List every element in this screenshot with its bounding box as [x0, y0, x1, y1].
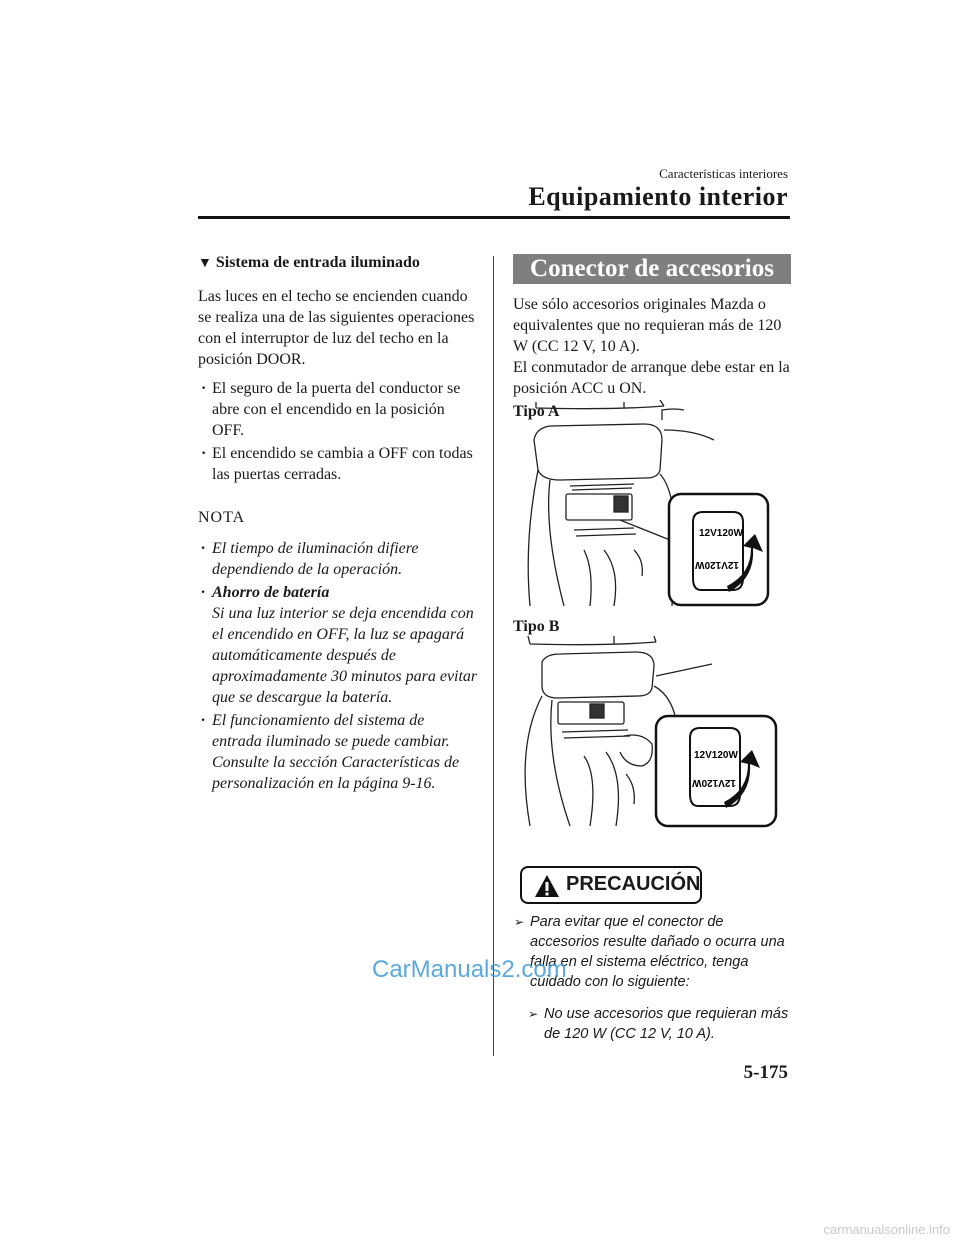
- caution-item: ➢ Para evitar que el conector de accesorios resulte dañado o ocurra una falla en el sistema eléctrico, tenga cuidado con lo siguiente:: [514, 912, 794, 992]
- figure-label-a: Tipo A: [513, 403, 560, 420]
- nota-label: NOTA: [198, 509, 246, 526]
- cap-label-inverted: 12V120W: [692, 777, 736, 788]
- left-column: [198, 252, 478, 794]
- usage-paragraph: Use sólo accesorios originales Mazda o equivalentes que no requieran más de 120 W (CC 12 V, 10 A).: [513, 296, 782, 355]
- nota-item: [198, 582, 478, 708]
- nota-item: · El funcionamiento del sistema de entrada iluminado se puede cambiar. Consulte la sección Características de personalización en la página 9-16.: [198, 710, 478, 794]
- accessory-socket-figure-a: [524, 400, 774, 612]
- warning-triangle-icon: [534, 874, 560, 898]
- figure-label-b: Tipo B: [513, 618, 560, 635]
- nota-list: [198, 538, 478, 794]
- section-header: Características interiores: [659, 166, 788, 181]
- right-column: [513, 254, 791, 422]
- caution-subitem: ➢ No use accesorios que requieran más de 120 W (CC 12 V, 10 A).: [528, 1004, 794, 1044]
- cap-label-inverted: 12V120W: [695, 559, 739, 570]
- accessory-socket-figure-b: [516, 636, 780, 832]
- nota-item-text: Si una luz interior se deja encendida con el encendido en OFF, la luz se apagará automáticamente después de aproximadamente 30 minutos para evitar que se descargue la batería.: [212, 605, 478, 706]
- header-rule: [198, 216, 790, 219]
- bullet-item: · El encendido se cambia a OFF con todas las puertas cerradas.: [198, 443, 478, 485]
- page-number: 5-175: [743, 1062, 788, 1083]
- bullet-item: · El seguro de la puerta del conductor se abre con el encendido en la posición OFF.: [198, 378, 478, 441]
- caution-label: PRECAUCIÓN: [566, 873, 701, 895]
- intro-paragraph: Las luces en el techo se encienden cuando se realiza una de las siguientes operaciones con el interruptor de luz del techo en la posición DOOR.: [198, 288, 475, 368]
- nota-item: · El tiempo de iluminación difiere dependiendo de la operación.: [198, 538, 478, 580]
- column-divider: [493, 256, 494, 1056]
- section-heading: [198, 252, 478, 274]
- cap-label: 12V120W: [699, 528, 743, 539]
- caution-box: [520, 866, 702, 904]
- section-heading-text: Sistema de entrada iluminado: [215, 254, 420, 271]
- watermark: CarManuals2.com: [372, 956, 567, 983]
- nota-item-title: Ahorro de batería: [212, 584, 330, 601]
- triangle-marker-icon: ▼: [198, 256, 212, 271]
- footer-watermark: carmanualsonline.info: [823, 1222, 950, 1237]
- page-title: Equipamiento interior: [528, 182, 788, 211]
- switch-paragraph: El conmutador de arranque debe estar en la posición ACC u ON.: [513, 359, 790, 397]
- section-banner: Conector de accesorios: [513, 254, 791, 284]
- cap-label: 12V120W: [694, 750, 738, 761]
